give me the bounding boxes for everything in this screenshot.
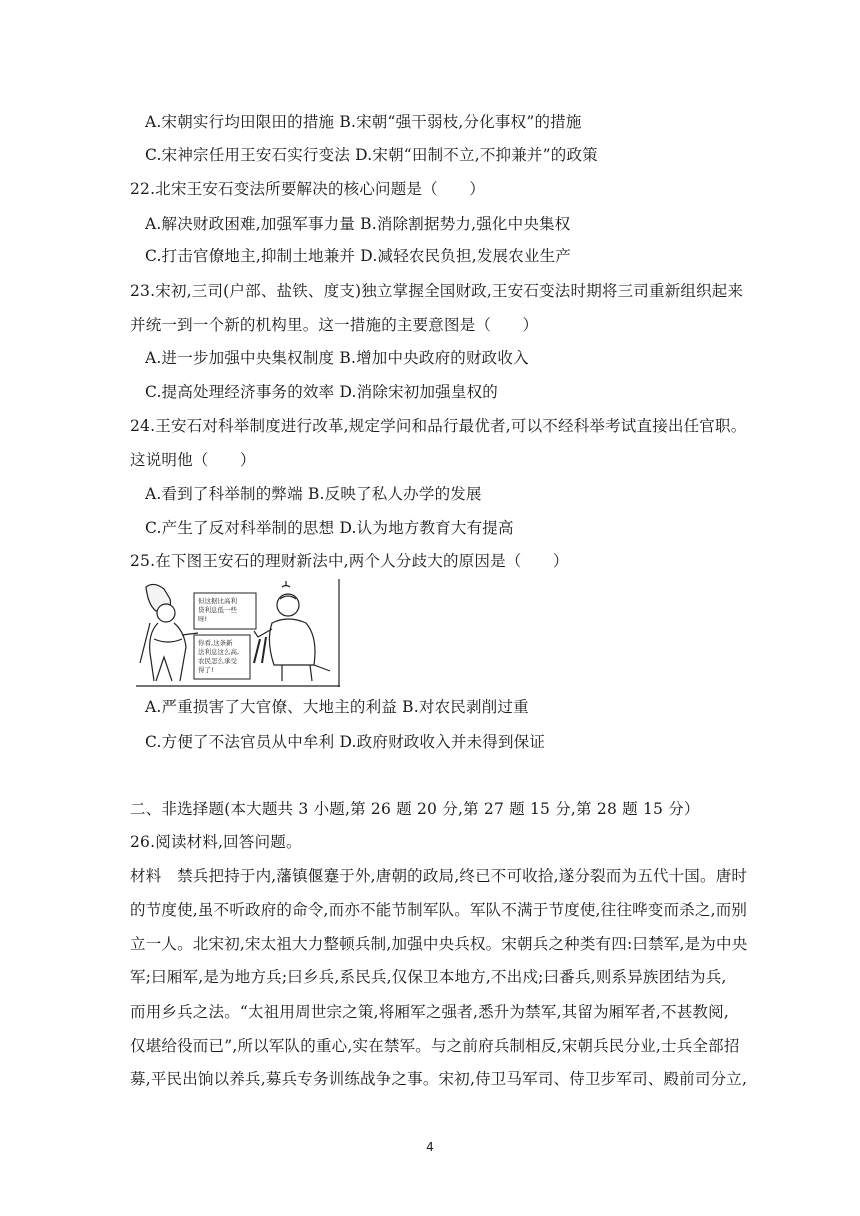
svg-text:得了!: 得了! <box>198 666 214 674</box>
material-line-2: 的节度使,虽不听政府的命令,而亦不能节制军队。军队不满于节度使,往往哗变而杀之,而别 <box>130 901 748 919</box>
material-line-5: 而用乡兵之法。“太祖用周世宗之策,将厢军之强者,悉升为禁军,其留为厢军者,不甚教阅, <box>130 1003 729 1021</box>
svg-text:农民怎么承受: 农民怎么承受 <box>198 657 237 665</box>
svg-text:但这据比高利: 但这据比高利 <box>198 597 237 605</box>
question-22: 22.北宋王安石变法所要解决的核心问题是（ ） <box>130 180 485 198</box>
question-23: 23.宋初,三司(户部、盐铁、度支)独立掌握全国财政,王安石变法时期将三司重新组织起来 <box>130 282 744 300</box>
line-2: C.宋神宗任用王安石实行变法 D.宋朝“田制不立,不抑兼并”的政策 <box>145 146 598 164</box>
line-15: A.严重损害了大官僚、大地主的利益 B.对农民剥削过重 <box>145 698 529 716</box>
line-16: C.方便了不法官员从中牟利 D.政府财政收入并未得到保证 <box>145 733 546 751</box>
question-24: 24.王安石对科举制度进行改革,规定学问和品行最优者,可以不经科举考试直接出任官职。 <box>130 417 747 435</box>
question-25: 25.在下图王安石的理财新法中,两个人分歧大的原因是（ ） <box>130 552 569 570</box>
svg-text:法利息这么高,: 法利息这么高, <box>198 648 240 656</box>
material-line-7: 募,平民出饷以养兵,募兵专务训练战争之事。宋初,侍卫马军司、侍卫步军司、殿前司分立, <box>130 1070 748 1088</box>
line-7: 并统一到一个新的机构里。这一措施的主要意图是（ ） <box>130 316 539 334</box>
section-heading: 二、非选择题(本大题共 3 小题,第 26 题 20 分,第 27 题 15 分,第 28 题 15 分） <box>130 800 700 818</box>
line-9: C.提高处理经济事务的效率 D.消除宋初加强皇权的 <box>145 383 498 401</box>
svg-text:呀!: 呀! <box>198 615 208 623</box>
svg-text:贷利息低一些: 贷利息低一些 <box>198 606 237 614</box>
svg-text:你看,这条新: 你看,这条新 <box>198 639 233 647</box>
material-line-3: 立一人。北宋初,宋太祖大力整顿兵制,加强中央兵权。宋朝兵之种类有四:曰禁军,是为中央 <box>130 935 748 953</box>
page-number: 4 <box>426 1140 434 1154</box>
material-line-6: 仅堪给役而已”,所以军队的重心,实在禁军。与之前府兵制相反,宋朝兵民分业,士兵全部招 <box>130 1037 740 1055</box>
question-26: 26.阅读材料,回答问题。 <box>130 833 302 851</box>
material-line-4: 军;曰厢军,是为地方兵;曰乡兵,系民兵,仅保卫本地方,不出戍;曰番兵,则系异族团结为兵, <box>130 968 727 986</box>
line-8: A.进一步加强中央集权制度 B.增加中央政府的财政收入 <box>145 349 529 367</box>
line-13: C.产生了反对科举制的思想 D.认为地方教育大有提高 <box>145 519 514 537</box>
cartoon-image <box>136 579 340 687</box>
line-4: A.解决财政困难,加强军事力量 B.消除割据势力,强化中央集权 <box>145 215 571 233</box>
material-line-1: 材料 禁兵把持于内,藩镇偃蹇于外,唐朝的政局,终已不可收拾,遂分裂而为五代十国。唐时 <box>130 867 748 885</box>
line-5: C.打击官僚地主,抑制土地兼并 D.减轻农民负担,发展农业生产 <box>145 247 572 265</box>
line-1: A.宋朝实行均田限田的措施 B.宋朝“强干弱枝,分化事权”的措施 <box>145 113 582 131</box>
line-12: A.看到了科举制的弊端 B.反映了私人办学的发展 <box>145 485 482 503</box>
line-11: 这说明他（ ） <box>130 451 256 469</box>
